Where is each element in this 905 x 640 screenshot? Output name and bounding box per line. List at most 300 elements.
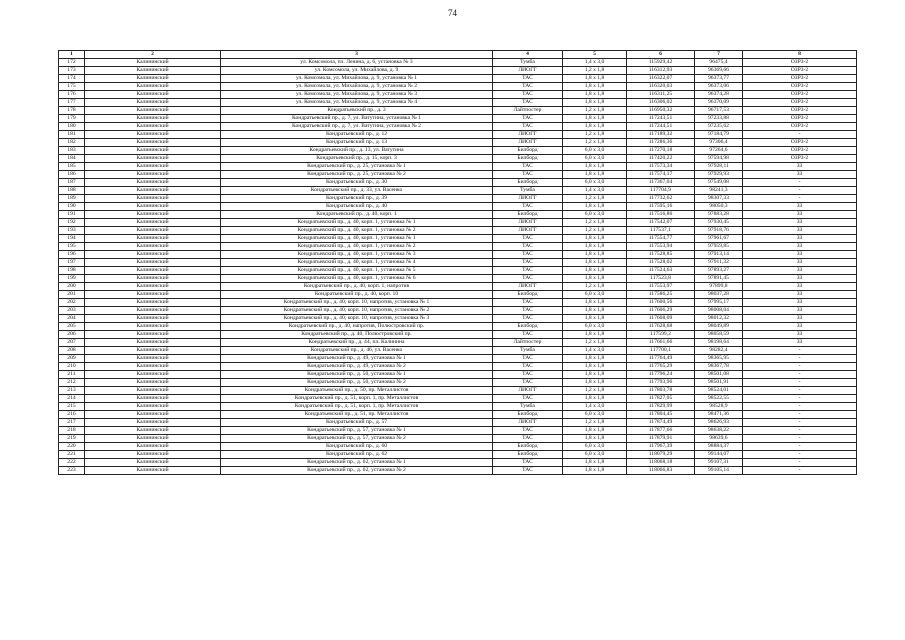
size-cell: 1,8 х 1,8: [563, 371, 627, 379]
district-cell: Калининский: [85, 155, 221, 163]
coord-y-cell: 98524,01: [695, 387, 743, 395]
address-cell: Кондратьевский пр., д. 51, корп. 1, пр. Металлистов: [221, 395, 493, 403]
coord-x-cell: 116322,07: [627, 75, 695, 83]
coord-x-cell: 117803,78: [627, 387, 695, 395]
table-row: [59, 459, 857, 467]
district-cell: Калининский: [85, 291, 221, 299]
zone-cell: -: [743, 427, 857, 435]
coord-x-cell: 117574,17: [627, 171, 695, 179]
coord-y-cell: 97233,88: [695, 115, 743, 123]
district-cell: Калининский: [85, 323, 221, 331]
structure-type-cell: ТАС: [493, 91, 563, 99]
coord-y-cell: 96374,28: [695, 91, 743, 99]
district-cell: Калининский: [85, 371, 221, 379]
district-cell: Калининский: [85, 251, 221, 259]
structure-type-cell: Билборд: [493, 291, 563, 299]
coord-y-cell: 97959,85: [695, 243, 743, 251]
table-row: [59, 315, 857, 323]
coord-y-cell: 98501,91: [695, 379, 743, 387]
structure-type-cell: ТАС: [493, 171, 563, 179]
table-row: [59, 59, 857, 67]
address-cell: Кондратьевский пр., д. 57, установка № 1: [221, 427, 493, 435]
size-cell: 1,8 х 1,8: [563, 163, 627, 171]
coord-x-cell: 117600,56: [627, 299, 695, 307]
table-row: [59, 347, 857, 355]
address-cell: Кондратьевский пр., д. 40, корп. 10: [221, 291, 493, 299]
size-cell: 1,8 х 1,8: [563, 83, 627, 91]
row-number-cell: 202: [59, 299, 85, 307]
coord-y-cell: 99144,07: [695, 451, 743, 459]
table-row: [59, 187, 857, 195]
structure-type-cell: ТАС: [493, 299, 563, 307]
row-number-cell: 185: [59, 163, 85, 171]
row-number-cell: 188: [59, 187, 85, 195]
structure-type-cell: ТАС: [493, 395, 563, 403]
row-number-cell: 184: [59, 155, 85, 163]
zone-cell: ОЗРЗ-2: [743, 107, 857, 115]
structure-type-cell: ТАС: [493, 275, 563, 283]
address-cell: Кондратьевский пр., д. 40, корп. 1: [221, 211, 493, 219]
size-cell: 1,8 х 1,8: [563, 435, 627, 443]
coord-y-cell: 98049,89: [695, 323, 743, 331]
table-row: [59, 251, 857, 259]
table-row: [59, 227, 857, 235]
zone-cell: ОЗРЗ-2: [743, 83, 857, 91]
coord-x-cell: 118068,18: [627, 459, 695, 467]
district-cell: Калининский: [85, 91, 221, 99]
district-cell: Калининский: [85, 459, 221, 467]
table-row: [59, 395, 857, 403]
district-cell: Калининский: [85, 83, 221, 91]
address-cell: Кондратьевский пр., д. 49, установка № 2: [221, 363, 493, 371]
address-cell: Кондратьевский пр., д. 25, установка № 1: [221, 163, 493, 171]
header-col-1: 1: [59, 51, 85, 59]
header-col-6: 6: [627, 51, 695, 59]
district-cell: Калининский: [85, 467, 221, 475]
coord-x-cell: 117793,96: [627, 379, 695, 387]
row-number-cell: 173: [59, 67, 85, 75]
zone-cell: ЗЗ: [743, 331, 857, 339]
coord-x-cell: 116950,32: [627, 107, 695, 115]
size-cell: 1,8 х 1,8: [563, 363, 627, 371]
row-number-cell: 222: [59, 459, 85, 467]
district-cell: Калининский: [85, 283, 221, 291]
structure-type-cell: ТАС: [493, 115, 563, 123]
zone-cell: ЗЗ: [743, 275, 857, 283]
coord-y-cell: 99105,14: [695, 467, 743, 475]
district-cell: Калининский: [85, 179, 221, 187]
size-cell: 1,8 х 1,8: [563, 123, 627, 131]
row-number-cell: 176: [59, 91, 85, 99]
coord-x-cell: 118079,29: [627, 451, 695, 459]
address-cell: Кондратьевский пр., д. 15, корп. 3: [221, 155, 493, 163]
zone-cell: ОЗРЗ-2: [743, 75, 857, 83]
zone-cell: ЗЗ: [743, 259, 857, 267]
size-cell: 1,2 х 1,8: [563, 227, 627, 235]
table-row: [59, 155, 857, 163]
structure-type-cell: ТАС: [493, 75, 563, 83]
table-row: [59, 91, 857, 99]
row-number-cell: 204: [59, 315, 85, 323]
address-cell: Кондратьевский пр., д. 12: [221, 131, 493, 139]
coord-y-cell: 98639,6: [695, 435, 743, 443]
coord-y-cell: 96369,66: [695, 67, 743, 75]
zone-cell: -: [743, 411, 857, 419]
size-cell: 1,2 х 1,8: [563, 387, 627, 395]
row-number-cell: 197: [59, 259, 85, 267]
row-number-cell: 181: [59, 131, 85, 139]
row-number-cell: 199: [59, 275, 85, 283]
district-cell: Калининский: [85, 99, 221, 107]
address-cell: Кондратьевский пр., д. 60: [221, 443, 493, 451]
header-col-5: 5: [563, 51, 627, 59]
size-cell: 1,2 х 1,8: [563, 219, 627, 227]
coord-x-cell: 117700,1: [627, 347, 695, 355]
row-number-cell: 214: [59, 395, 85, 403]
row-number-cell: 179: [59, 115, 85, 123]
address-cell: Кондратьевский пр., д. 40, корп. 1, установка № 4: [221, 259, 493, 267]
zone-cell: ОЗРЗ-2: [743, 67, 857, 75]
structure-type-cell: ТАС: [493, 371, 563, 379]
size-cell: 1,8 х 1,8: [563, 267, 627, 275]
row-number-cell: 192: [59, 219, 85, 227]
row-number-cell: 189: [59, 195, 85, 203]
zone-cell: ЗЗ: [743, 235, 857, 243]
structure-type-cell: ТАС: [493, 459, 563, 467]
table-row: [59, 467, 857, 475]
coord-x-cell: 117967,39: [627, 443, 695, 451]
coord-x-cell: 117244,51: [627, 123, 695, 131]
address-cell: Кондратьевский пр., д. 57: [221, 419, 493, 427]
row-number-cell: 207: [59, 339, 85, 347]
district-cell: Калининский: [85, 211, 221, 219]
coord-y-cell: 98037,28: [695, 291, 743, 299]
coord-y-cell: 98282,4: [695, 347, 743, 355]
address-cell: Кондратьевский пр., д. 40, корп. 1, установка № 5: [221, 267, 493, 275]
size-cell: 1,8 х 1,8: [563, 99, 627, 107]
district-cell: Калининский: [85, 443, 221, 451]
district-cell: Калининский: [85, 267, 221, 275]
row-number-cell: 191: [59, 211, 85, 219]
coord-y-cell: 96717,53: [695, 107, 743, 115]
structure-type-cell: ТАС: [493, 307, 563, 315]
row-number-cell: 186: [59, 171, 85, 179]
size-cell: 1,2 х 1,8: [563, 283, 627, 291]
structure-type-cell: ТАС: [493, 259, 563, 267]
zone-cell: -: [743, 363, 857, 371]
zone-cell: ЗЗ: [743, 211, 857, 219]
size-cell: 6,0 х 3,0: [563, 323, 627, 331]
zone-cell: ОЗРЗ-2: [743, 155, 857, 163]
table-row: [59, 275, 857, 283]
size-cell: 1,8 х 1,8: [563, 379, 627, 387]
address-cell: Кондратьевский пр., д. 40, корп. 10, напротив, установка № 1: [221, 299, 493, 307]
header-col-7: 7: [695, 51, 743, 59]
row-number-cell: 223: [59, 467, 85, 475]
coord-y-cell: 97264,6: [695, 147, 743, 155]
table-row: [59, 435, 857, 443]
coord-x-cell: 117599,2: [627, 331, 695, 339]
coord-y-cell: 98012,32: [695, 315, 743, 323]
district-cell: Калининский: [85, 315, 221, 323]
structure-type-cell: ТАС: [493, 163, 563, 171]
coord-y-cell: 98471,36: [695, 411, 743, 419]
coord-y-cell: 97913,14: [695, 251, 743, 259]
structure-type-cell: ТАС: [493, 355, 563, 363]
address-cell: ул. Комсомола, ул. Михайлова, д. 9, установка № 1: [221, 75, 493, 83]
coord-y-cell: 98198,64: [695, 339, 743, 347]
table-row: [59, 75, 857, 83]
row-number-cell: 215: [59, 403, 85, 411]
address-cell: Кондратьевский пр., д. 57, установка № 2: [221, 435, 493, 443]
structure-type-cell: ЛИОГГ: [493, 387, 563, 395]
size-cell: 6,0 х 3,0: [563, 443, 627, 451]
size-cell: 6,0 х 3,0: [563, 179, 627, 187]
address-cell: Кондратьевский пр., д. 40, напротив, Полюстровский пр.: [221, 323, 493, 331]
zone-cell: ЗЗ: [743, 163, 857, 171]
coord-x-cell: 117829,99: [627, 403, 695, 411]
size-cell: 1,2 х 1,8: [563, 131, 627, 139]
district-cell: Калининский: [85, 387, 221, 395]
coord-y-cell: 97306,4: [695, 139, 743, 147]
district-cell: Калининский: [85, 331, 221, 339]
address-cell: Кондратьевский пр., д. 40, корп. 10, напротив, установка № 3: [221, 315, 493, 323]
coord-y-cell: 97929,93: [695, 171, 743, 179]
address-cell: Кондратьевский пр., д. 62: [221, 451, 493, 459]
size-cell: 1,8 х 1,8: [563, 75, 627, 83]
district-cell: Калининский: [85, 395, 221, 403]
size-cell: 1,2 х 1,8: [563, 419, 627, 427]
coord-y-cell: 98008,04: [695, 307, 743, 315]
structure-type-cell: ТАС: [493, 315, 563, 323]
table-row: [59, 83, 857, 91]
structure-type-cell: ТАС: [493, 379, 563, 387]
row-number-cell: 200: [59, 283, 85, 291]
size-cell: 1,8 х 1,8: [563, 235, 627, 243]
zone-cell: ЗЗ: [743, 251, 857, 259]
coord-y-cell: 96475,4: [695, 59, 743, 67]
row-number-cell: 210: [59, 363, 85, 371]
coord-y-cell: 98528,9: [695, 403, 743, 411]
row-number-cell: 205: [59, 323, 85, 331]
structure-type-cell: ЛИОГГ: [493, 227, 563, 235]
zone-cell: -: [743, 355, 857, 363]
district-cell: Калининский: [85, 411, 221, 419]
table-row: [59, 211, 857, 219]
size-cell: 1,8 х 1,8: [563, 299, 627, 307]
size-cell: 1,8 х 1,8: [563, 307, 627, 315]
coord-x-cell: 117704,9: [627, 187, 695, 195]
size-cell: 6,0 х 3,0: [563, 291, 627, 299]
address-cell: Кондратьевский пр., д. 13: [221, 139, 493, 147]
zone-cell: ЗЗ: [743, 283, 857, 291]
size-cell: 6,0 х 3,0: [563, 211, 627, 219]
coord-x-cell: 116312,93: [627, 67, 695, 75]
district-cell: Калининский: [85, 139, 221, 147]
coord-x-cell: 117595,16: [627, 203, 695, 211]
zone-cell: ЗЗ: [743, 267, 857, 275]
address-cell: Кондратьевский пр., д. 13, ул. Ватутина: [221, 147, 493, 155]
zone-cell: -: [743, 435, 857, 443]
row-number-cell: 172: [59, 59, 85, 67]
coord-y-cell: 98501,08: [695, 371, 743, 379]
address-cell: Кондратьевский пр., д. 25, установка № 2: [221, 171, 493, 179]
row-number-cell: 194: [59, 235, 85, 243]
address-cell: Кондратьевский пр., д. 51, корп. 1, пр. Металлистов: [221, 403, 493, 411]
row-number-cell: 195: [59, 243, 85, 251]
coord-x-cell: 117523,8: [627, 275, 695, 283]
coord-x-cell: 117367,04: [627, 179, 695, 187]
district-cell: Калининский: [85, 67, 221, 75]
table-row: [59, 131, 857, 139]
coord-x-cell: 117553,94: [627, 243, 695, 251]
zone-cell: -: [743, 347, 857, 355]
coord-x-cell: 117286,36: [627, 139, 695, 147]
coord-y-cell: 97594,98: [695, 155, 743, 163]
size-cell: 1,4 х 3,0: [563, 347, 627, 355]
coord-x-cell: 117537,1: [627, 227, 695, 235]
table-row: [59, 219, 857, 227]
table-row: [59, 147, 857, 155]
coord-y-cell: 97918,76: [695, 227, 743, 235]
coord-x-cell: 118066,83: [627, 467, 695, 475]
coord-x-cell: 117554,77: [627, 235, 695, 243]
size-cell: 1,8 х 1,8: [563, 331, 627, 339]
district-cell: Калининский: [85, 187, 221, 195]
row-number-cell: 217: [59, 419, 85, 427]
coord-x-cell: 117189,32: [627, 131, 695, 139]
size-cell: 1,8 х 1,8: [563, 315, 627, 323]
row-number-cell: 193: [59, 227, 85, 235]
coord-y-cell: 97184,79: [695, 131, 743, 139]
structure-type-cell: ТАС: [493, 363, 563, 371]
coord-y-cell: 97911,32: [695, 259, 743, 267]
size-cell: 1,8 х 1,8: [563, 203, 627, 211]
table-row: [59, 451, 857, 459]
table-row: [59, 379, 857, 387]
table-row: [59, 411, 857, 419]
size-cell: 1,8 х 1,8: [563, 467, 627, 475]
district-cell: Калининский: [85, 355, 221, 363]
size-cell: 1,4 х 3,0: [563, 59, 627, 67]
table-row: [59, 115, 857, 123]
district-cell: Калининский: [85, 347, 221, 355]
structure-type-cell: Тумба: [493, 347, 563, 355]
structure-type-cell: ЛИОГГ: [493, 139, 563, 147]
zone-cell: ОЗРЗ-2: [743, 99, 857, 107]
zone-cell: ЗЗ: [743, 243, 857, 251]
table-row: [59, 171, 857, 179]
zone-cell: -: [743, 395, 857, 403]
coord-y-cell: 98365,95: [695, 355, 743, 363]
district-cell: Калининский: [85, 59, 221, 67]
zone-cell: ЗЗ: [743, 315, 857, 323]
coord-x-cell: 116306,02: [627, 99, 695, 107]
size-cell: 1,8 х 1,8: [563, 427, 627, 435]
coord-x-cell: 117764,49: [627, 355, 695, 363]
coord-y-cell: 99107,31: [695, 459, 743, 467]
structure-type-cell: Билборд: [493, 147, 563, 155]
coord-y-cell: 97961,67: [695, 235, 743, 243]
structure-type-cell: ТАС: [493, 331, 563, 339]
header-col-4: 4: [493, 51, 563, 59]
size-cell: 6,0 х 3,0: [563, 451, 627, 459]
address-cell: Кондратьевский пр., д. 50, установка № 1: [221, 371, 493, 379]
row-number-cell: 187: [59, 179, 85, 187]
district-cell: Калининский: [85, 195, 221, 203]
district-cell: Калининский: [85, 259, 221, 267]
coord-y-cell: 96373,77: [695, 75, 743, 83]
district-cell: Калининский: [85, 435, 221, 443]
coord-y-cell: 98626,93: [695, 419, 743, 427]
coord-x-cell: 116320,03: [627, 83, 695, 91]
address-cell: Кондратьевский пр., д. 40, Полюстровский пр.: [221, 331, 493, 339]
coord-x-cell: 117606,29: [627, 307, 695, 315]
size-cell: 1,8 х 1,8: [563, 395, 627, 403]
address-cell: Кондратьевский пр., д. 40: [221, 203, 493, 211]
table-row: [59, 355, 857, 363]
structure-type-cell: ЛИОГГ: [493, 131, 563, 139]
address-cell: Кондратьевский пр., д. 40, корп. 1, установка № 3: [221, 251, 493, 259]
header-col-2: 2: [85, 51, 221, 59]
table-row: [59, 427, 857, 435]
district-cell: Калининский: [85, 451, 221, 459]
district-cell: Калининский: [85, 235, 221, 243]
table-row: [59, 443, 857, 451]
coord-x-cell: 117524,63: [627, 267, 695, 275]
zone-cell: ОЗРЗ-2: [743, 91, 857, 99]
district-cell: Калининский: [85, 107, 221, 115]
district-cell: Калининский: [85, 123, 221, 131]
district-cell: Калининский: [85, 115, 221, 123]
size-cell: 1,2 х 1,8: [563, 139, 627, 147]
structure-type-cell: ТАС: [493, 427, 563, 435]
coord-x-cell: 117827,05: [627, 395, 695, 403]
zone-cell: ЗЗ: [743, 219, 857, 227]
address-cell: ул. Комсомола, ул. Михайлова, д. 9: [221, 67, 493, 75]
zone-cell: ОЗРЗ-2: [743, 115, 857, 123]
table-row: [59, 331, 857, 339]
header-col-3: 3: [221, 51, 493, 59]
coord-y-cell: 97549,08: [695, 179, 743, 187]
row-number-cell: 219: [59, 435, 85, 443]
coord-x-cell: 116311,25: [627, 91, 695, 99]
coord-y-cell: 98241,3: [695, 187, 743, 195]
size-cell: 1,8 х 1,8: [563, 243, 627, 251]
table-row: [59, 107, 857, 115]
zone-cell: -: [743, 403, 857, 411]
coord-y-cell: 97995,17: [695, 299, 743, 307]
zone-cell: ЗЗ: [743, 323, 857, 331]
structure-type-cell: Билборд: [493, 211, 563, 219]
district-cell: Калининский: [85, 203, 221, 211]
coord-x-cell: 117879,91: [627, 435, 695, 443]
coord-y-cell: 98884,37: [695, 443, 743, 451]
size-cell: 1,2 х 1,8: [563, 107, 627, 115]
table-row: [59, 419, 857, 427]
coord-x-cell: 117542,07: [627, 219, 695, 227]
table-row: [59, 123, 857, 131]
district-cell: Калининский: [85, 307, 221, 315]
table-row: [59, 371, 857, 379]
table-row: [59, 299, 857, 307]
zone-cell: -: [743, 371, 857, 379]
structure-type-cell: Тумба: [493, 403, 563, 411]
row-number-cell: 174: [59, 75, 85, 83]
table-row: [59, 163, 857, 171]
row-number-cell: 178: [59, 107, 85, 115]
zone-cell: -: [743, 195, 857, 203]
